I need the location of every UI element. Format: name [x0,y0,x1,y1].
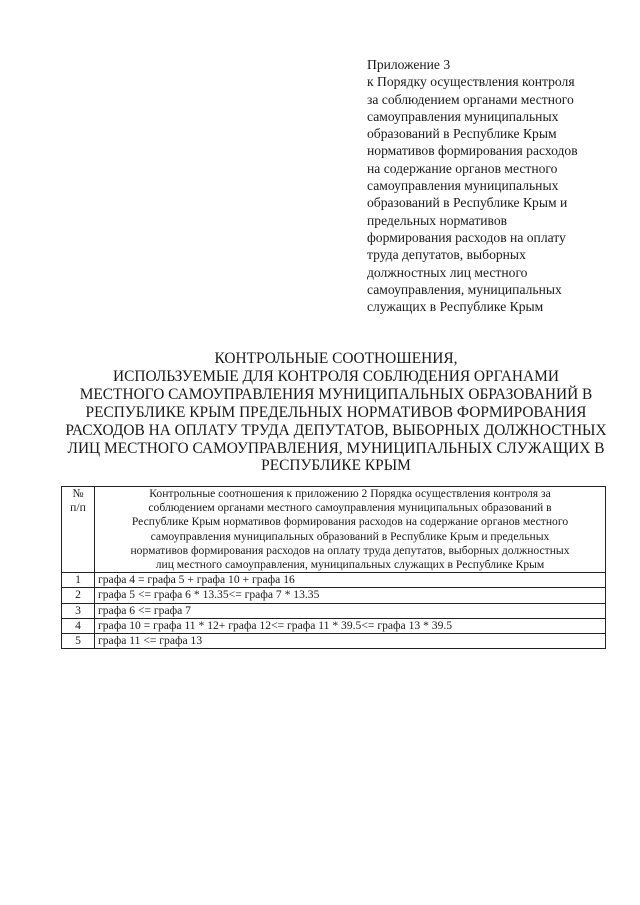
title-line: МЕСТНОГО САМОУПРАВЛЕНИЯ МУНИЦИПАЛЬНЫХ ОБРАЗОВАНИЙ В [79,385,593,403]
row-number: 5 [62,634,95,649]
title-line: КОНТРОЛЬНЫЕ СООТНОШЕНИЯ, [214,350,458,367]
appendix-line: предельных нормативов [367,212,508,228]
appendix-line: образований в Республике Крым и [367,195,568,211]
table-row [62,588,606,603]
control-ratios-table [61,486,606,649]
row-formula: графа 10 = графа 11 * 12+ графа 12<= графа 11 * 39.5<= графа 13 * 39.5 [95,618,606,633]
row-formula: графа 5 <= графа 6 * 13.35<= графа 7 * 13.35 [95,588,606,603]
header-line: лиц местного самоуправления, муниципальных служащих в Республике Крым [155,558,545,572]
appendix-line: нормативов формирования расходов [367,143,578,159]
appendix-line: формирования расходов на оплату [367,229,566,245]
title-line: РЕСПУБЛИКЕ КРЫМ ПРЕДЕЛЬНЫХ НОРМАТИВОВ ФОРМИРОВАНИЯ [85,403,587,421]
header-line: Республике Крым нормативов формирования расходов на содержание органов местного [131,515,569,529]
header-line: нормативов формирования расходов на оплату труда депутатов, выборных должностных [130,543,570,557]
table-header-row [62,487,606,573]
title-line: РАСХОДОВ НА ОПЛАТУ ТРУДА ДЕПУТАТОВ, ВЫБОРНЫХ ДОЛЖНОСТНЫХ [65,421,607,439]
appendix-line: к Порядку осуществления контроля [367,74,575,90]
header-line: соблюдением органами местного самоуправления муниципальных образований в [148,501,552,515]
appendix-line: за соблюдением органами местного [367,91,574,107]
appendix-line: должностных лиц местного [367,264,528,280]
header-number-cell [62,487,95,573]
row-formula: графа 6 <= графа 7 [95,603,606,618]
header-line: самоуправления муниципальных образований в Республике Крым и предельных [150,529,550,543]
document-title [60,350,612,475]
appendix-line: Приложение 3 [367,57,451,72]
row-number: 4 [62,618,95,633]
title-line: ЛИЦ МЕСТНОГО САМОУПРАВЛЕНИЯ, МУНИЦИПАЛЬНЫХ СЛУЖАЩИХ В [67,439,605,457]
appendix-line: самоуправления муниципальных [367,108,559,124]
table-row [62,634,606,649]
table-row [62,573,606,588]
row-number: 2 [62,588,95,603]
row-number: 3 [62,603,95,618]
header-number-symbol: № [72,487,84,500]
appendix-line: на содержание органов местного [367,160,558,176]
appendix-note [367,56,617,315]
title-line: ИСПОЛЬЗУЕМЫЕ ДЛЯ КОНТРОЛЯ СОБЛЮДЕНИЯ ОРГАНАМИ [113,367,559,385]
appendix-line: образований в Республике Крым [367,126,557,142]
table-row [62,603,606,618]
row-formula: графа 11 <= графа 13 [95,634,606,649]
header-description-cell [95,487,606,573]
table-row [62,618,606,633]
appendix-line: служащих в Республике Крым [367,299,544,315]
header-number-abbr: п/п [70,501,86,515]
appendix-line: самоуправления муниципальных [367,178,559,194]
row-formula: графа 4 = графа 5 + графа 10 + графа 16 [95,573,606,588]
title-line: РЕСПУБЛИКЕ КРЫМ [261,457,411,475]
appendix-line: самоуправления, муниципальных [367,281,562,297]
row-number: 1 [62,573,95,588]
appendix-line: труда депутатов, выборных [367,247,526,263]
header-line: Контрольные соотношения к приложению 2 Порядка осуществления контроля за [149,487,551,500]
